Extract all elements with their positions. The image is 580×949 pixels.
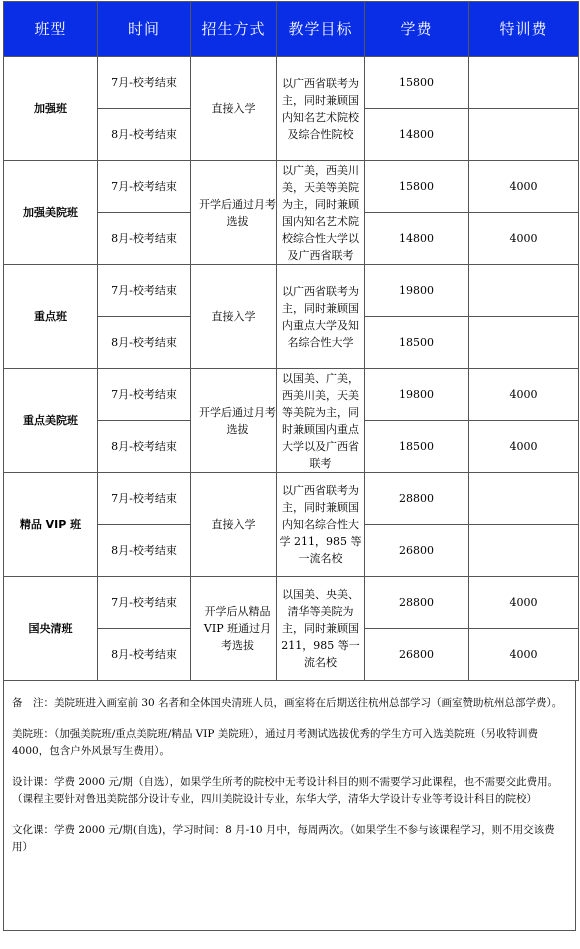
time-cell: 7月-校考结束	[98, 577, 191, 629]
time-cell: 7月-校考结束	[98, 473, 191, 525]
goal-cell: 以国美、央美、清华等美院为主，同时兼顾国 211，985 等一流名校	[277, 577, 365, 681]
goal-cell: 以广西省联考为主，同时兼顾国内知名综合性大学 211，985 等一流名校	[277, 473, 365, 577]
method-cell: 开学后从精品 VIP 班通过月考选拔	[191, 577, 277, 681]
fee-table	[3, 1, 579, 681]
tuition-cell: 18500	[365, 421, 469, 473]
special-fee-cell	[469, 265, 579, 317]
table-row	[4, 369, 579, 421]
special-fee-cell	[469, 57, 579, 109]
special-fee-cell	[469, 525, 579, 577]
time-cell: 7月-校考结束	[98, 57, 191, 109]
special-fee-cell: 4000	[469, 213, 579, 265]
special-fee-cell: 4000	[469, 421, 579, 473]
special-fee-cell: 4000	[469, 369, 579, 421]
goal-cell: 以广西省联考为主，同时兼顾国内重点大学及知名综合性大学	[277, 265, 365, 369]
tuition-cell: 19800	[365, 265, 469, 317]
special-fee-cell: 4000	[469, 629, 579, 681]
table-header-row	[4, 2, 579, 57]
table-row	[4, 473, 579, 525]
tuition-cell: 14800	[365, 109, 469, 161]
table-row	[4, 577, 579, 629]
method-cell: 开学后通过月考选拔	[191, 161, 277, 265]
special-fee-cell	[469, 473, 579, 525]
special-fee-cell	[469, 317, 579, 369]
tuition-cell: 14800	[365, 213, 469, 265]
note-culture-course: 文化课：学费 2000 元/期(自选)，学习时间：8 月-10 月中，每周两次。（如果学生不参与该课程学习，则不用交该费用）	[12, 824, 555, 853]
special-fee-cell: 4000	[469, 161, 579, 213]
tuition-cell: 18500	[365, 317, 469, 369]
time-cell: 8月-校考结束	[98, 213, 191, 265]
header-tuition: 学费	[365, 2, 469, 57]
special-fee-cell	[469, 109, 579, 161]
class-name: 加强美院班	[4, 161, 98, 265]
page	[3, 1, 578, 947]
tuition-cell: 19800	[365, 369, 469, 421]
class-name: 精品 VIP 班	[4, 473, 98, 577]
time-cell: 8月-校考结束	[98, 109, 191, 161]
tuition-cell: 28800	[365, 577, 469, 629]
tuition-cell: 28800	[365, 473, 469, 525]
class-name: 国央清班	[4, 577, 98, 681]
method-cell: 直接入学	[191, 265, 277, 369]
header-time: 时间	[98, 2, 191, 57]
time-cell: 7月-校考结束	[98, 265, 191, 317]
table-row	[4, 57, 579, 109]
time-cell: 8月-校考结束	[98, 525, 191, 577]
header-method: 招生方式	[191, 2, 277, 57]
tuition-cell: 26800	[365, 629, 469, 681]
class-name: 重点美院班	[4, 369, 98, 473]
time-cell: 7月-校考结束	[98, 369, 191, 421]
special-fee-cell: 4000	[469, 577, 579, 629]
class-name: 加强班	[4, 57, 98, 161]
goal-cell: 以国美、广美，西美川美，天美等美院为主，同时兼顾国内重点大学以及广西省联考	[277, 369, 365, 473]
tuition-cell: 26800	[365, 525, 469, 577]
method-cell: 直接入学	[191, 57, 277, 161]
header-goal: 教学目标	[277, 2, 365, 57]
class-name: 重点班	[4, 265, 98, 369]
method-cell: 开学后通过月考选拔	[191, 369, 277, 473]
method-cell: 直接入学	[191, 473, 277, 577]
notes-box	[3, 681, 576, 931]
time-cell: 7月-校考结束	[98, 161, 191, 213]
table-row	[4, 265, 579, 317]
goal-cell: 以广西省联考为主，同时兼顾国内知名艺术院校及综合性院校	[277, 57, 365, 161]
note-art-academy-class: 美院班：（加强美院班/重点美院班/精品 VIP 美院班），通过月考测试选拔优秀的学生方可入选美院班（另收特训费 4000，包含户外风景写生费用）。	[12, 728, 539, 757]
table-row	[4, 161, 579, 213]
header-special-fee: 特训费	[469, 2, 579, 57]
tuition-cell: 15800	[365, 161, 469, 213]
header-class: 班型	[4, 2, 98, 57]
note-remark: 备 注：美院班进入画室前 30 名者和全体国央清班人员，画室将在后期送往杭州总部学习（画室赞助杭州总部学费）。	[12, 697, 563, 709]
time-cell: 8月-校考结束	[98, 421, 191, 473]
goal-cell: 以广美，西美川美，天美等美院为主，同时兼顾国内知名艺术院校综合性大学以及广西省联考	[277, 161, 365, 265]
time-cell: 8月-校考结束	[98, 317, 191, 369]
time-cell: 8月-校考结束	[98, 629, 191, 681]
note-design-course: 设计课：学费 2000 元/期（自选），如果学生所考的院校中无考设计科目的则不需要学习此课程，也不需要交此费用。（课程主要针对鲁迅美院部分设计专业，四川美院设计专业，东华大学，清华大学设计专业等考设计科目的院校）	[12, 776, 559, 805]
tuition-cell: 15800	[365, 57, 469, 109]
